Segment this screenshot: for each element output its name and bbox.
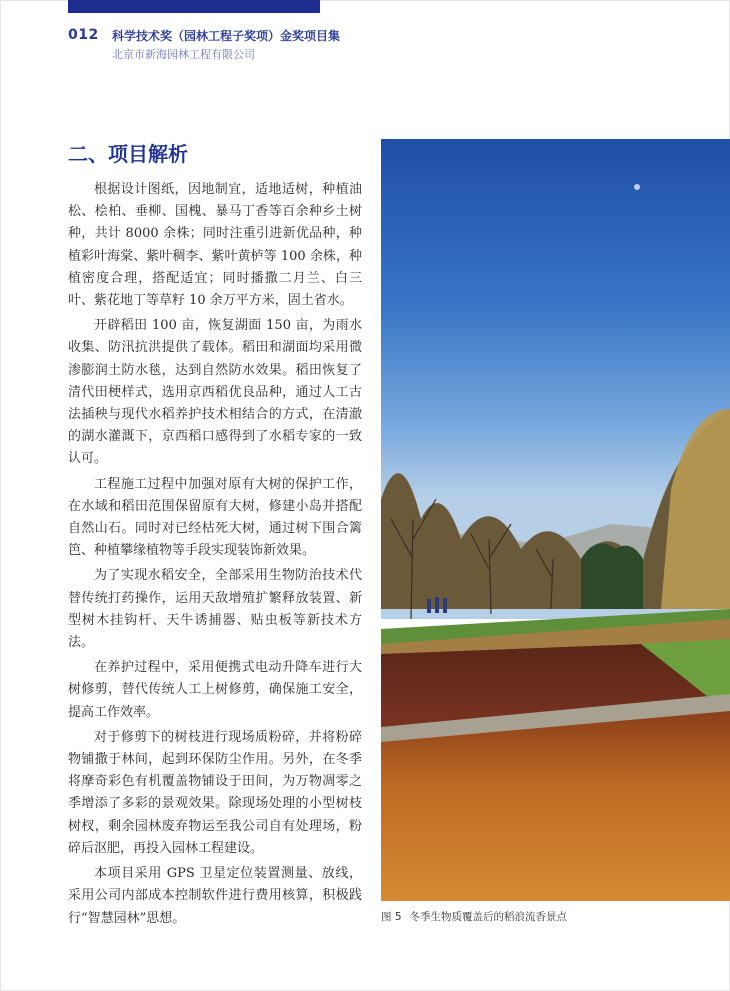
paragraph: 本项目采用 GPS 卫星定位装置测量、放线，采用公司内部成本控制软件进行费用核算，积极践行“智慧园林”思想。	[68, 866, 362, 926]
paragraph: 对于修剪下的树枝进行现场质粉碎，并将粉碎物铺撒于林间，起到环保防尘作用。另外，在冬季将摩奇彩色有机覆盖物铺设于田间，为万物凋零之季增添了多彩的景观效果。除现场处理的小型树枝树杈，剩余园林废弃物运至我公司自有处理场，粉碎后沤肥，再投入园林工程建设。	[68, 729, 362, 856]
paragraph: 根据设计图纸，因地制宜，适地适树，种植油松、桧柏、垂柳、国槐、暴马丁香等百余种乡土树种，共计 8000 余株；同时注重引进新优品种，种植彩叶海棠、紫叶稠李、紫叶黄栌等 100 余株，种植密度合理，搭配适宜；同时播撒二月兰、白三叶、紫花地丁等草籽 10 余万平方米，固土省水。	[68, 182, 362, 309]
page-number: 012	[68, 27, 99, 43]
section-title: 二、项目解析	[68, 142, 188, 166]
book-title: 科学技术奖（园林工程子奖项）金奖项目集	[112, 29, 341, 43]
figure-caption	[381, 909, 575, 924]
paragraph: 开辟稻田 100 亩，恢复湖面 150 亩，为雨水收集、防汛抗洪提供了载体。稻田和湖面均采用微渗膨润土防水毯，达到自然防水效果。稻田恢复了清代田梗样式，选用京西稻优良品种，通过人工古法插秧与现代水稻养护技术相结合的方式，在清澈的湖水灌溉下，京西稻口感得到了水稻专家的一致认可。	[68, 318, 362, 467]
figure-photo	[381, 139, 730, 901]
company-name: 北京市新海园林工程有限公司	[112, 48, 255, 61]
paragraph: 为了实现水稻安全，全部采用生物防治技术代替传统打药操作，运用天敌增殖扩繁释放装置、新型树木挂钩杆、天牛诱捕器、贴虫板等新技术方法。	[68, 568, 362, 651]
figure-caption-text: 冬季生物质覆盖后的稻浪流香景点	[409, 911, 568, 923]
body-text	[68, 179, 362, 933]
paragraph: 工程施工过程中加强对原有大树的保护工作，在水域和稻田范围保留原有大树，修建小岛并搭配自然山石。同时对已经枯死大树，通过树下围合篱笆、种植攀缘植物等手段实现装饰新效果。	[68, 476, 362, 559]
header-color-bar	[68, 0, 320, 13]
figure-label: 图 5	[381, 911, 402, 923]
paragraph: 在养护过程中，采用便携式电动升降车进行大树修剪，替代传统人工上树修剪，确保施工安全，提高工作效率。	[68, 660, 362, 720]
